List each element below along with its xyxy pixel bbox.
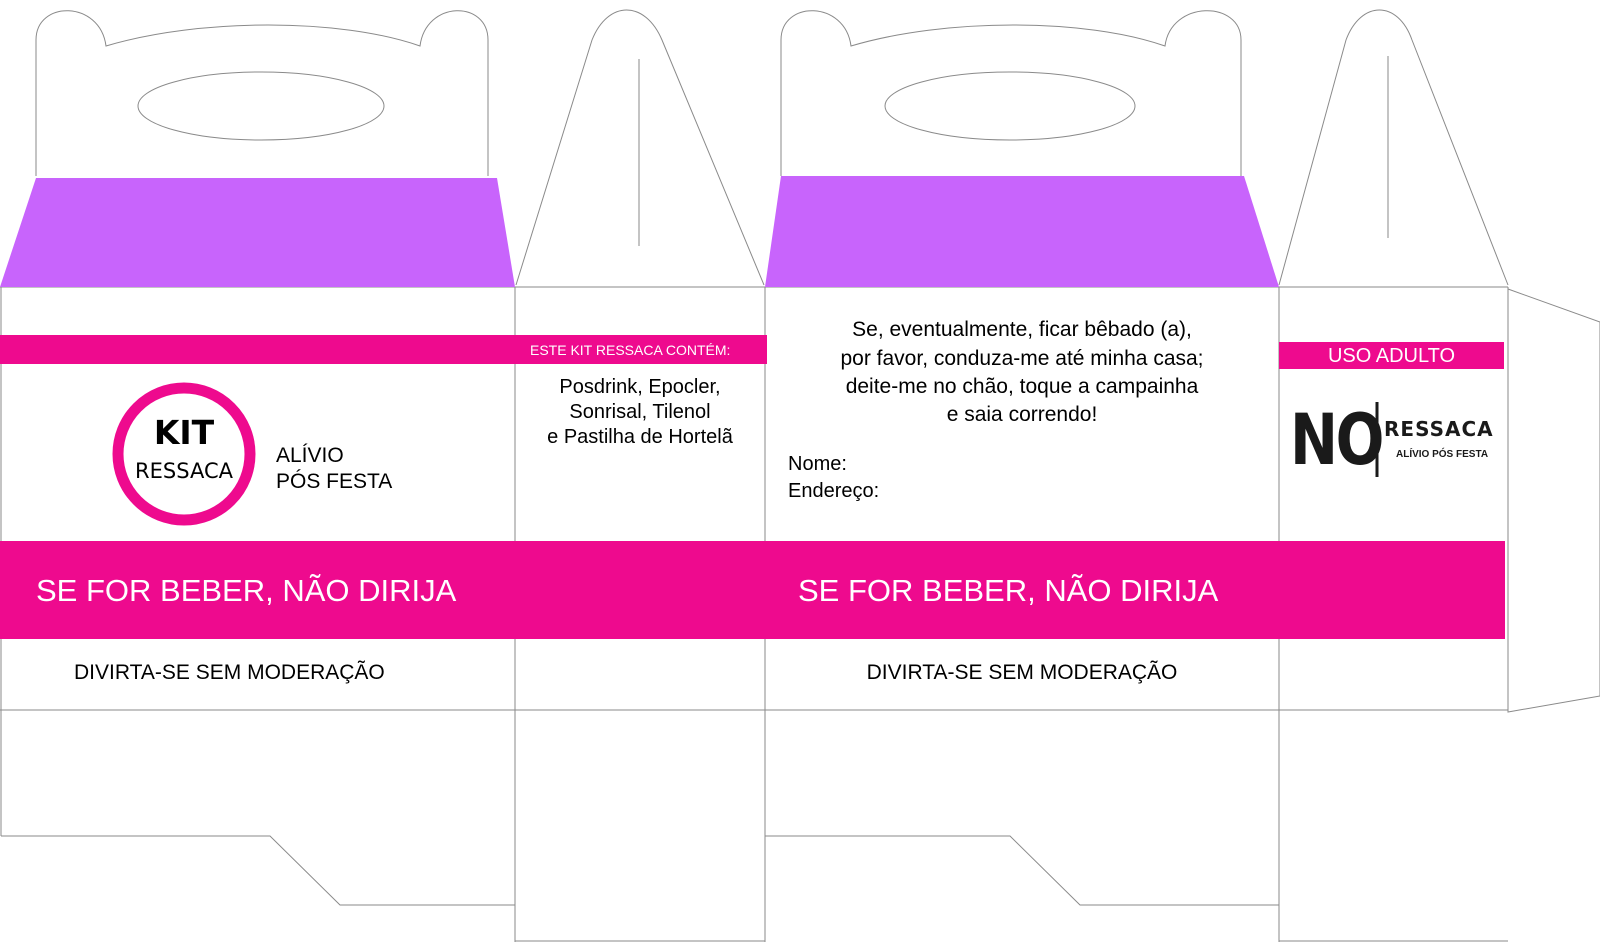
kit-logo-word-ressaca: RESSACA — [135, 459, 233, 483]
contents-line3: e Pastilha de Hortelã — [547, 426, 733, 448]
address-field-label: Endereço: — [788, 480, 880, 502]
brand-logo-tagline: ALÍVIO PÓS FESTA — [1396, 449, 1489, 460]
contents-line2: Sonrisal, Tilenol — [569, 401, 711, 423]
name-field-label: Nome: — [788, 453, 847, 475]
usage-header: USO ADULTO — [1327, 345, 1456, 367]
back-handle-flap — [781, 11, 1241, 176]
back-message-line4: e saia correndo! — [946, 403, 1098, 426]
front-bottom-flap — [1, 836, 515, 905]
front-handle-hole — [138, 72, 384, 140]
back-purple-shoulder — [765, 176, 1279, 287]
brand-logo-ressaca: RESSACA — [1384, 417, 1494, 441]
front-handle-flap — [36, 11, 488, 176]
brand-logo-no: NO — [1290, 399, 1382, 481]
kit-logo-word-kit: KIT — [153, 413, 215, 452]
left-side-top-flap — [516, 10, 764, 285]
front-tagline-line1: ALÍVIO — [276, 444, 344, 467]
back-message-line2: por favor, conduza-me até minha casa; — [840, 347, 1204, 370]
back-message-line1: Se, eventualmente, ficar bêbado (a), — [852, 318, 1192, 341]
back-message-line3: deite-me no chão, toque a campainha — [845, 375, 1199, 398]
back-band-text: SE FOR BEBER, NÃO DIRIJA — [798, 573, 1219, 608]
right-side-top-flap — [1279, 10, 1508, 285]
front-band-text: SE FOR BEBER, NÃO DIRIJA — [36, 573, 457, 608]
front-purple-shoulder — [0, 178, 515, 287]
contents-line1: Posdrink, Epocler, — [559, 376, 721, 398]
back-footer-text: DIVIRTA-SE SEM MODERAÇÃO — [866, 661, 1178, 684]
back-handle-hole — [885, 72, 1135, 140]
contents-header: ESTE KIT RESSACA CONTÉM: — [530, 342, 731, 358]
kit-logo-ring — [118, 388, 250, 520]
back-bottom-flap — [765, 836, 1279, 905]
front-footer-text: DIVIRTA-SE SEM MODERAÇÃO — [74, 661, 385, 684]
front-tagline-line2: PÓS FESTA — [276, 470, 393, 493]
glue-tab — [1508, 289, 1600, 712]
